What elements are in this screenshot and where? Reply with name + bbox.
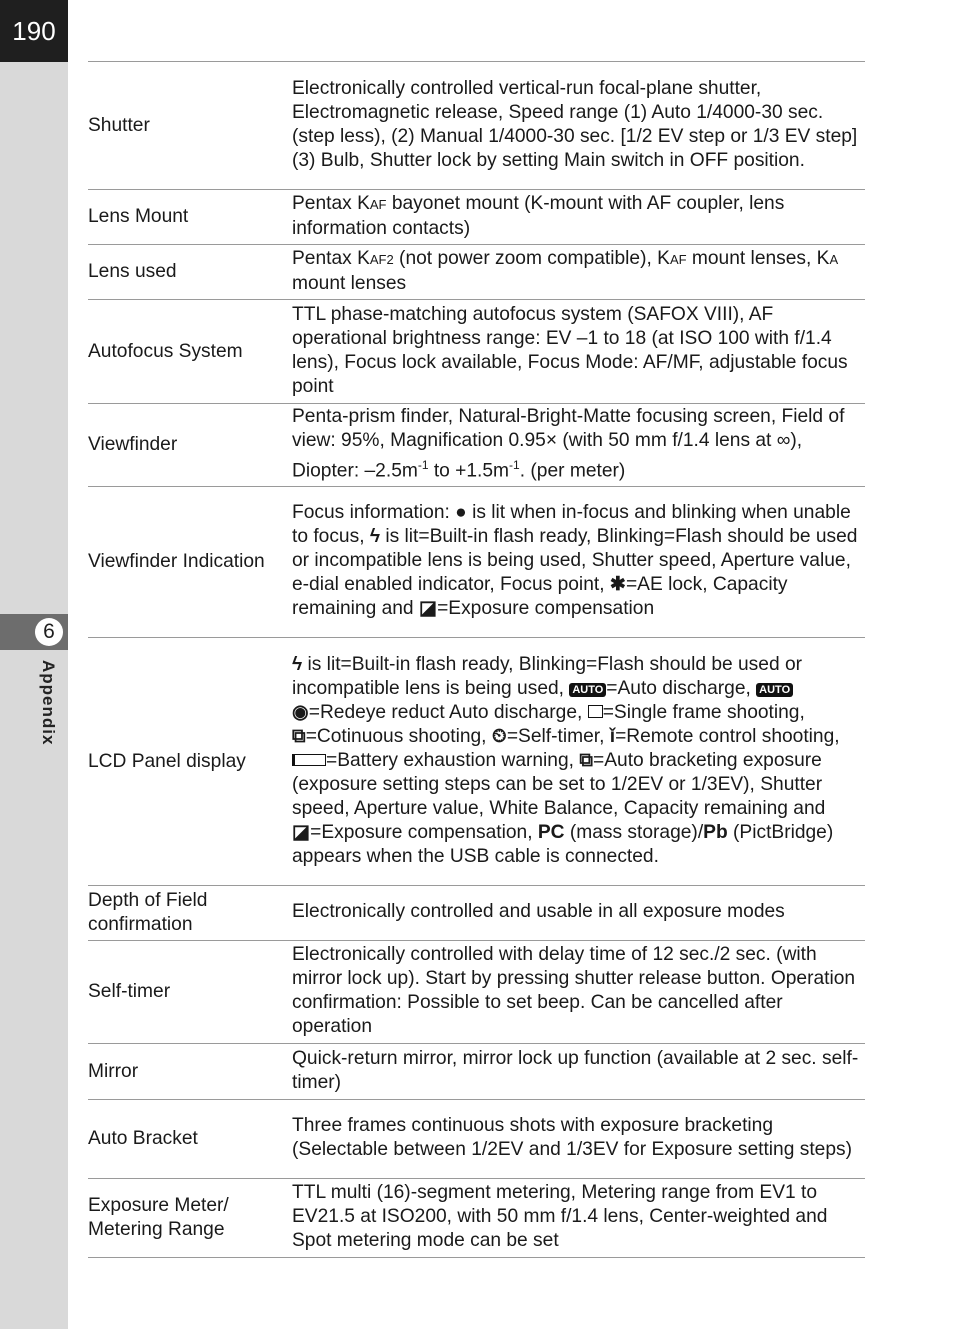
spec-value: TTL multi (16)-segment metering, Metering range from EV1 to EV21.5 at ISO200, with 50 mm f/1.4 lens, Center-weighted and Spot metering mode can be set	[292, 1179, 865, 1258]
spec-text: (mass storage)/	[564, 821, 704, 843]
mount-subscript: AF	[669, 251, 687, 267]
spec-label: Mirror	[88, 1044, 292, 1100]
spec-value	[292, 190, 865, 245]
spec-text: =Battery exhaustion warning,	[326, 749, 580, 771]
spec-text: =Remote control shooting,	[615, 725, 840, 747]
spec-label: Auto Bracket	[88, 1100, 292, 1179]
spec-text: =Redeye reduct Auto discharge,	[308, 701, 588, 723]
spec-text: =Single frame shooting,	[602, 701, 805, 723]
spec-label	[88, 1179, 292, 1258]
spec-row	[88, 62, 865, 190]
spec-value	[292, 487, 865, 638]
spec-row	[88, 1100, 865, 1179]
spec-row	[88, 245, 865, 300]
spec-text: Pentax K	[292, 247, 370, 269]
spec-value	[292, 638, 865, 886]
focus-indicator-icon: ●	[455, 502, 467, 524]
spec-value: Quick-return mirror, mirror lock up function (available at 2 sec. self-timer)	[292, 1044, 865, 1100]
exposure-compensation-icon: ◪	[418, 598, 438, 620]
label-line: Metering Range	[88, 1219, 225, 1241]
auto-bracket-icon: ⧉	[579, 749, 594, 771]
spec-table	[88, 61, 865, 1258]
battery-icon	[292, 754, 326, 766]
spec-row	[88, 638, 865, 886]
spec-text: ), Diopter: –2.5m	[292, 430, 803, 482]
spec-text: Focus information:	[292, 502, 456, 524]
spec-text: =Self-timer,	[506, 725, 610, 747]
spec-text: =Cotinuous shooting,	[305, 725, 492, 747]
spec-text: bayonet mount (K-mount with AF coupler, lens information contacts)	[292, 192, 785, 239]
spec-text: (PictBridge) appears when the USB cable is connected.	[292, 821, 834, 867]
spec-value	[292, 404, 865, 487]
superscript: -1	[509, 458, 520, 472]
flash-auto-icon: AUTO	[569, 683, 606, 697]
spec-row	[88, 1044, 865, 1100]
spec-row	[88, 886, 865, 941]
chapter-number: 6	[35, 618, 63, 646]
spec-text: is lit=Built-in flash ready, Blinking=Flash should be used or incompatible lens is being used, Shutter speed, Aperture value, e-dial enabled indicator, Focus point,	[292, 526, 858, 596]
spec-text: is lit when in-focus and blinking when unable to focus,	[292, 502, 851, 548]
spec-text: Pentax K	[292, 192, 370, 214]
mount-subscript: AF2	[369, 251, 394, 267]
spec-text: =Exposure compensation	[437, 598, 655, 620]
label-line: Exposure Meter/	[88, 1195, 229, 1217]
page-number: 190	[0, 0, 68, 62]
superscript: -1	[417, 458, 429, 472]
spec-label: LCD Panel display	[88, 638, 292, 886]
spec-label: Lens Mount	[88, 190, 292, 245]
flash-auto-icon: AUTO	[756, 683, 793, 697]
single-frame-icon	[588, 705, 603, 718]
spec-row	[88, 487, 865, 638]
pc-mode-text: PC	[537, 821, 565, 843]
spec-text: mount lenses, K	[686, 247, 830, 269]
spec-value: Electronically controlled vertical-run focal-plane shutter, Electromagnetic release, Speed range (1) Auto 1/4000-30 sec. (step less), (2) Manual 1/4000-30 sec. [1/2 EV step or 1/3 EV step] (3) Bulb, Shutter lock by setting Main switch in OFF position.	[292, 62, 865, 190]
spec-text: =Auto bracketing exposure (exposure setting steps can be set to 1/2EV or 1/3EV), Shutter speed, Aperture value, White Balance, Capacity remaining and	[292, 749, 826, 819]
spec-value: Electronically controlled and usable in all exposure modes	[292, 886, 865, 941]
spec-label: Viewfinder	[88, 404, 292, 487]
spec-row	[88, 404, 865, 487]
spec-text: =AE lock, Capacity remaining and	[292, 574, 788, 620]
infinity-icon: ∞	[776, 430, 791, 451]
spec-label: Shutter	[88, 62, 292, 190]
spec-row	[88, 300, 865, 404]
label-line: confirmation	[88, 914, 193, 936]
pictbridge-mode-text: Pb	[703, 821, 728, 843]
spec-row	[88, 941, 865, 1044]
spec-text: is lit=Built-in flash ready, Blinking=Flash should be used or incompatible lens is being used,	[292, 653, 803, 699]
spec-text: to +1.5m	[428, 460, 510, 482]
spec-text: . (per meter)	[519, 460, 626, 482]
spec-text: =Exposure compensation,	[310, 821, 538, 843]
spec-value: TTL phase-matching autofocus system (SAFOX VIII), AF operational brightness range: EV –1 to 18 (at ISO 100 with f/1.4 lens), Focus lock available, Focus Mode: AF/MF, adjustable focus point	[292, 300, 865, 404]
spec-label: Viewfinder Indication	[88, 487, 292, 638]
chapter-title: Appendix	[39, 660, 58, 746]
mount-subscript: A	[829, 251, 839, 267]
spec-row	[88, 1179, 865, 1258]
remote-icon: ǐ	[609, 725, 616, 747]
mount-subscript: AF	[369, 196, 387, 212]
continuous-shooting-icon: ⧉	[292, 725, 306, 747]
spec-value: Electronically controlled with delay time of 12 sec./2 sec. (with mirror lock up). Start by pressing shutter release button. Operation confirmation: Possible to set beep. Can be cancelled after operation	[292, 941, 865, 1044]
exposure-compensation-icon: ◪	[292, 821, 311, 843]
flash-icon: ϟ	[369, 526, 381, 548]
label-line: Depth of Field	[88, 890, 208, 912]
spec-text: (not power zoom compatible), K	[393, 247, 670, 269]
spec-text: Penta-prism finder, Natural-Bright-Matte focusing screen, Field of view: 95%, Magnification 0.95× (with 50 mm f/1.4 lens at	[292, 406, 845, 451]
ae-lock-icon: ✱	[609, 574, 626, 596]
spec-row	[88, 190, 865, 245]
self-timer-icon: ⏲	[491, 725, 507, 747]
spec-label: Self-timer	[88, 941, 292, 1044]
spec-label	[88, 886, 292, 941]
spec-value	[292, 245, 865, 300]
spec-label: Lens used	[88, 245, 292, 300]
redeye-icon: ◉	[292, 701, 309, 723]
spec-label: Autofocus System	[88, 300, 292, 404]
flash-icon: ϟ	[292, 653, 303, 675]
spec-text: mount lenses	[292, 272, 407, 294]
spec-text: =Auto discharge,	[606, 677, 757, 699]
spec-value: Three frames continuous shots with exposure bracketing (Selectable between 1/2EV and 1/3EV for Exposure setting steps)	[292, 1100, 865, 1179]
